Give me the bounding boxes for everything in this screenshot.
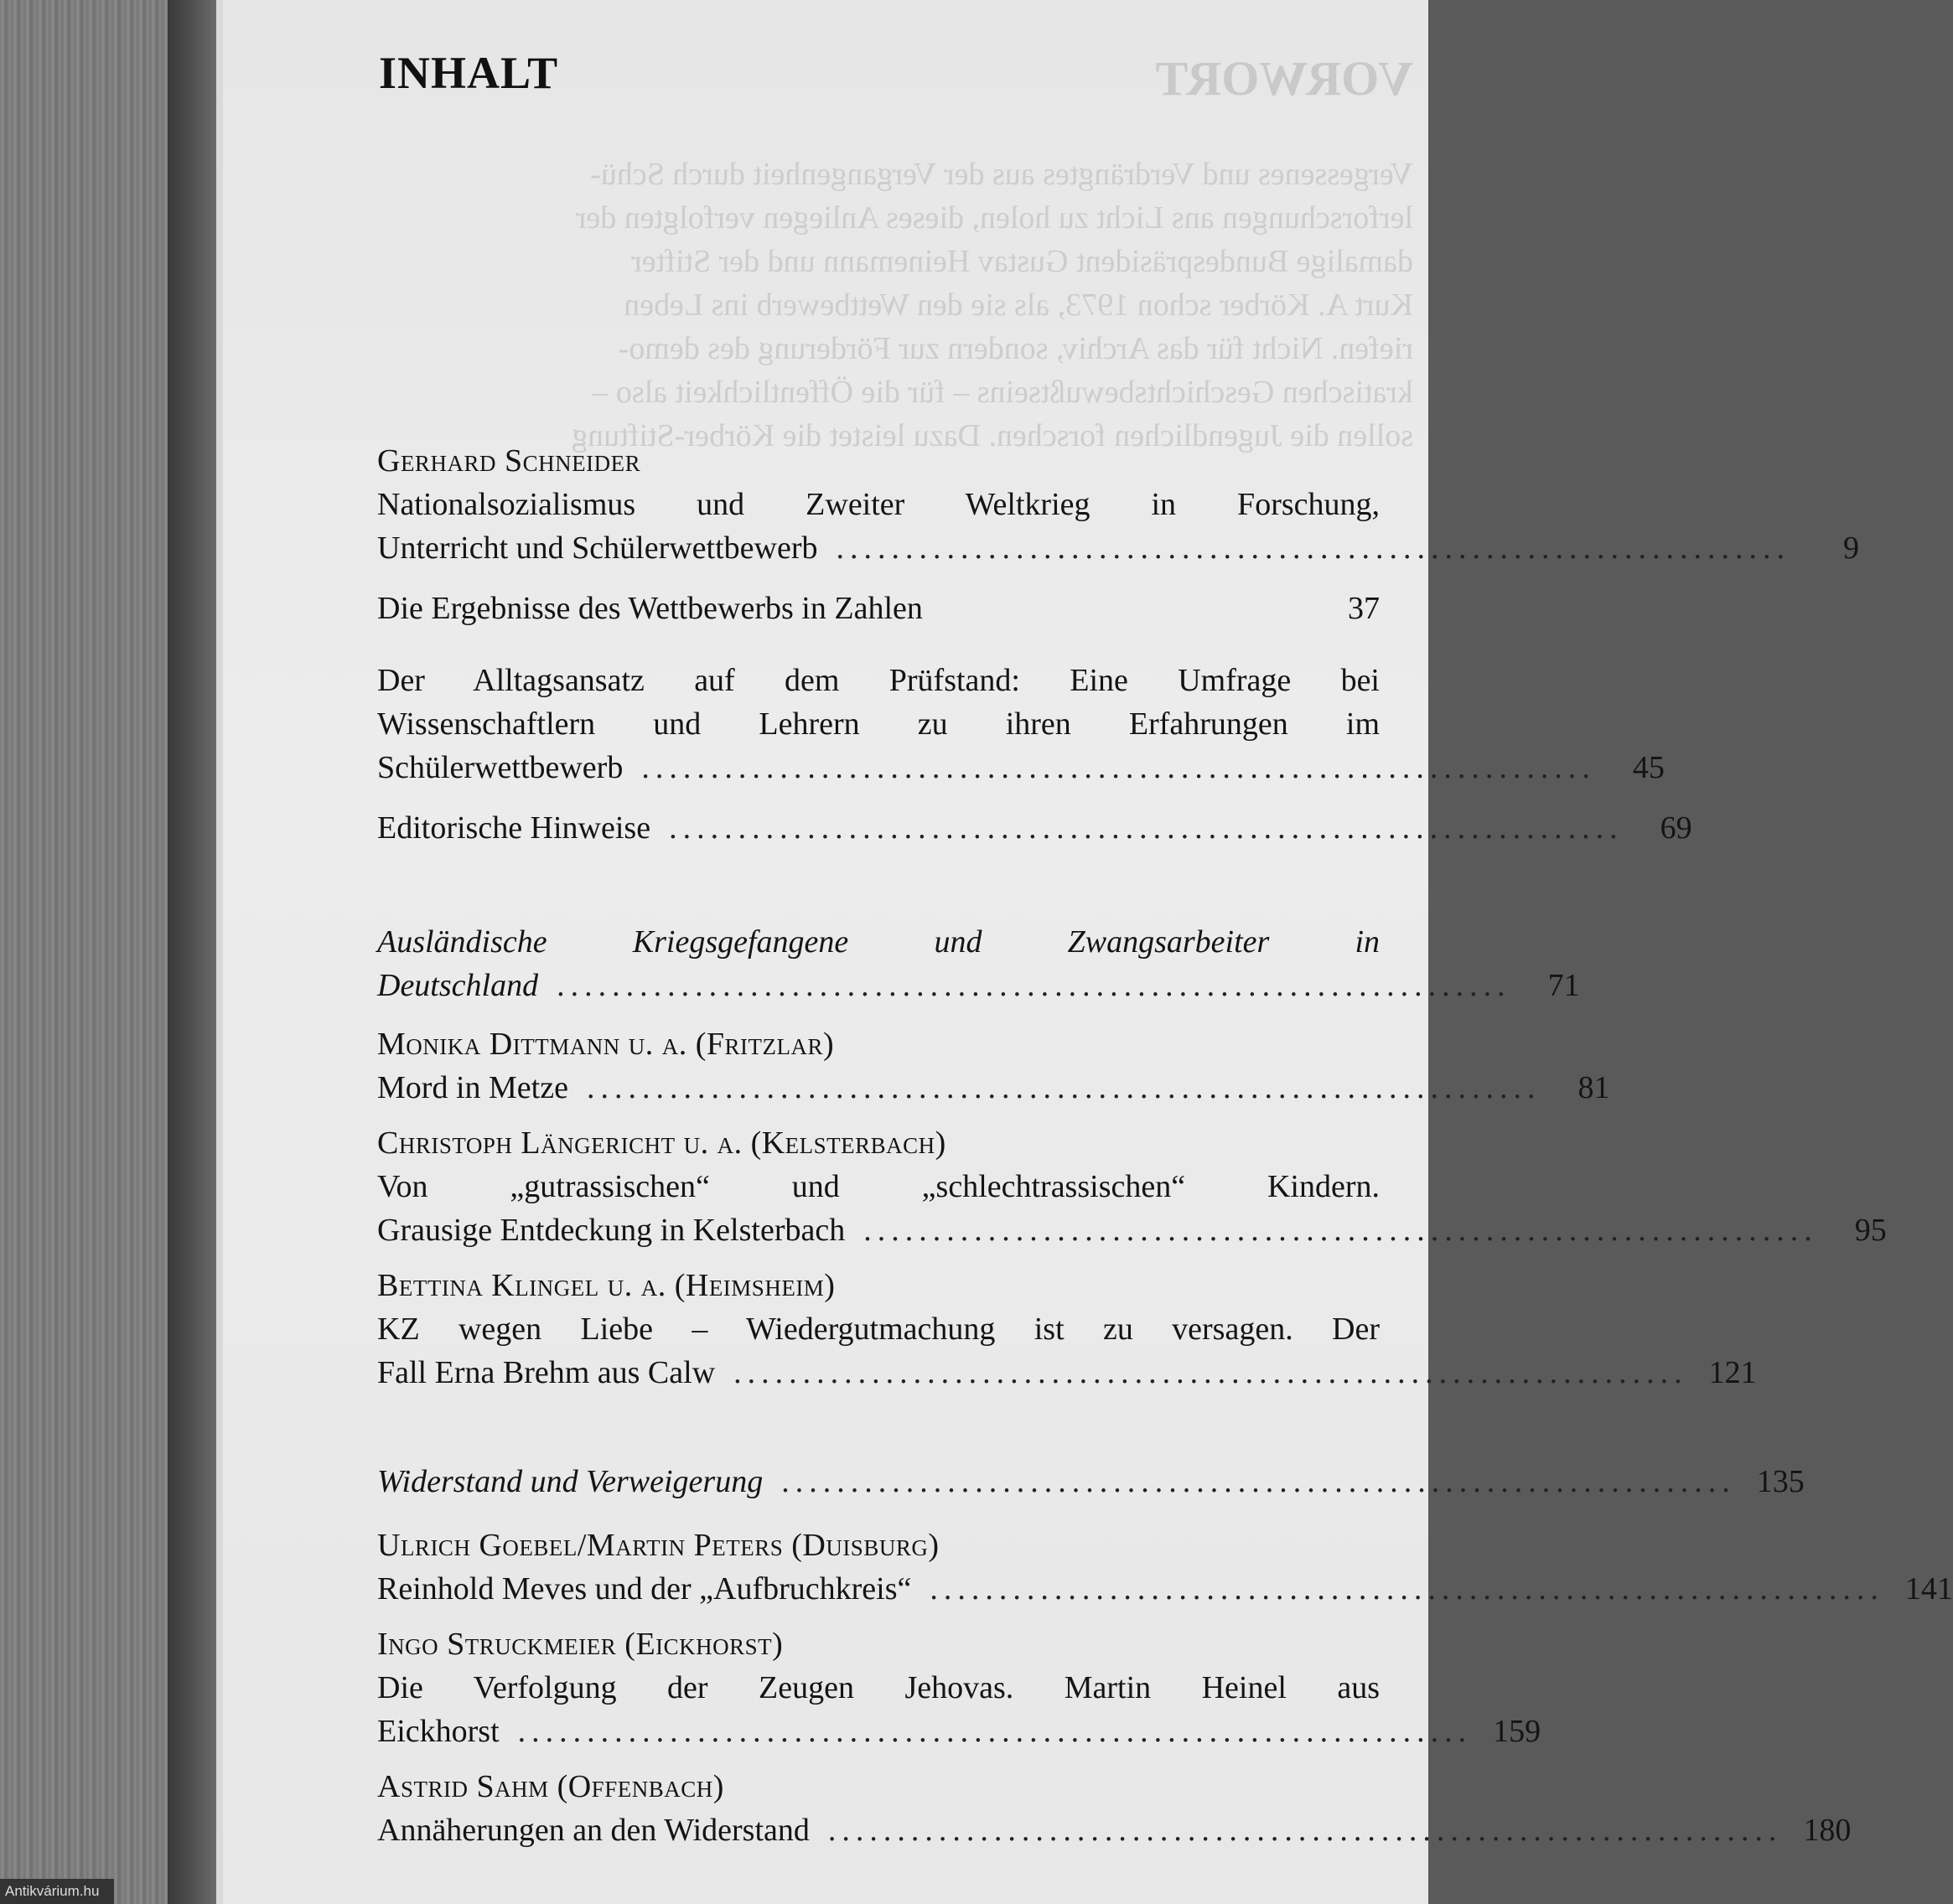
leader-dots: .....................................................................	[557, 968, 1511, 1003]
toc-section	[377, 1460, 1805, 1503]
page-number: 121	[1708, 1355, 1757, 1390]
ghost-line: Kurt A. Körber schon 1973, als sie den Wettbewerb ins Leben	[624, 287, 1413, 323]
page-number: 81	[1577, 1070, 1610, 1105]
ghost-line: kratischen Geschichtsbewußtseins – für die Öffentlichkeit also –	[592, 375, 1413, 410]
book-spine	[0, 0, 168, 1904]
watermark: Antikvárium.hu	[0, 1879, 114, 1904]
leader-dots: .....................................................................	[827, 1813, 1783, 1848]
page-number: 45	[1632, 750, 1665, 785]
section-title-last: Deutschland	[377, 968, 539, 1003]
page-number: 159	[1493, 1714, 1541, 1749]
entry-title-last: Grausige Entdeckung in Kelsterbach	[377, 1213, 846, 1248]
leader-dots: .....................................................................	[733, 1355, 1688, 1390]
leader-dots: .....................................................................	[930, 1571, 1884, 1606]
page-number: 37	[1348, 591, 1380, 626]
leader-dots: .....................................................................	[517, 1714, 1473, 1749]
leader-dots: .....................................................................	[863, 1213, 1818, 1248]
toc-entry	[377, 1622, 1541, 1753]
toc-entry	[377, 587, 1380, 630]
ghost-line: riefen. Nicht für das Archiv, sondern zur Förderung des demo-	[618, 331, 1413, 366]
page-title: INHALT	[379, 48, 559, 98]
page-number: 95	[1854, 1213, 1887, 1248]
page-number: 141	[1904, 1571, 1953, 1606]
gutter-shadow	[168, 0, 216, 1904]
entry-title-last: Annäherungen an den Widerstand	[377, 1813, 810, 1848]
entry-title-line: Der Alltagsansatz auf dem Prüfstand: Eine Umfrage bei	[377, 663, 1380, 698]
toc-entry	[377, 1121, 1887, 1252]
entry-title-line: KZ wegen Liebe – Wiedergutmachung ist zu versagen. Der	[377, 1312, 1380, 1347]
entry-title-line: Wissenschaftlern und Lehrern zu ihren Erfahrungen im	[377, 706, 1380, 742]
toc-entry	[377, 1022, 1610, 1110]
entry-title-last: Die Ergebnisse des Wettbewerbs in Zahlen	[377, 591, 923, 626]
ghost-line: damalige Bundespräsident Gustav Heinemann und der Stifter	[631, 244, 1413, 279]
entry-author: Ulrich Goebel/Martin Peters (Duisburg)	[377, 1528, 940, 1563]
leader-dots: .....................................................................	[836, 530, 1790, 566]
toc-entry	[377, 439, 1859, 570]
leader-dots: .....................................................................	[586, 1070, 1541, 1105]
ghost-line: sollen die Jugendlichen forschen. Dazu leistet die Körber-Stiftung	[572, 418, 1413, 453]
entry-author: Christoph Längericht u. a. (Kelsterbach)	[377, 1125, 946, 1161]
entry-title-line: Von „gutrassischen“ und „schlechtrassischen“ Kindern.	[377, 1169, 1380, 1204]
ghost-line: Vergessenes und Verdrängtes aus der Vergangenheit durch Schü-	[590, 157, 1413, 192]
page-number: 180	[1803, 1813, 1852, 1848]
toc-entry	[377, 806, 1692, 850]
entry-title-last: Unterricht und Schülerwettbewerb	[377, 530, 818, 566]
entry-title-line: Nationalsozialismus und Zweiter Weltkrieg in Forschung,	[377, 487, 1380, 522]
ghost-title: VORWORT	[1155, 51, 1413, 106]
page-edge	[216, 0, 223, 1904]
toc-entry	[377, 1264, 1757, 1394]
entry-author: Bettina Klingel u. a. (Heimsheim)	[377, 1268, 836, 1303]
entry-title-last: Reinhold Meves und der „Aufbruchkreis“	[377, 1571, 912, 1606]
leader-dots: .....................................................................	[641, 750, 1596, 785]
entry-title-last: Eickhorst	[377, 1714, 500, 1749]
entry-author: Monika Dittmann u. a. (Fritzlar)	[377, 1027, 835, 1062]
entry-author: Astrid Sahm (Offenbach)	[377, 1769, 724, 1804]
page-number: 9	[1843, 530, 1859, 566]
page-number: 71	[1547, 968, 1580, 1003]
section-title-last: Widerstand und Verweigerung	[377, 1464, 764, 1499]
entry-title-last: Schülerwettbewerb	[377, 750, 624, 785]
entry-title-last: Mord in Metze	[377, 1070, 568, 1105]
page-number: 135	[1756, 1464, 1805, 1499]
page-number: 69	[1660, 810, 1692, 846]
entry-author: Ingo Struckmeier (Eickhorst)	[377, 1627, 784, 1662]
entry-title-last: Editorische Hinweise	[377, 810, 651, 846]
leader-dots: .....................................................................	[781, 1464, 1736, 1499]
entry-author: Gerhard Schneider	[377, 443, 641, 479]
leader-dots: .....................................................................	[669, 810, 1624, 846]
toc-entry	[377, 659, 1665, 789]
entry-title-line: Die Verfolgung der Zeugen Jehovas. Martin Heinel aus	[377, 1670, 1380, 1705]
ghost-line: lerforschungen ans Licht zu holen, dieses Anliegen verfolgten der	[575, 200, 1413, 235]
entry-title-last: Fall Erna Brehm aus Calw	[377, 1355, 716, 1390]
toc-entry	[377, 1524, 1953, 1611]
section-title-line: Ausländische Kriegsgefangene und Zwangsarbeiter in	[377, 924, 1380, 960]
toc-entry	[377, 1765, 1852, 1852]
book-page	[223, 0, 1953, 1904]
toc-section	[377, 920, 1580, 1007]
